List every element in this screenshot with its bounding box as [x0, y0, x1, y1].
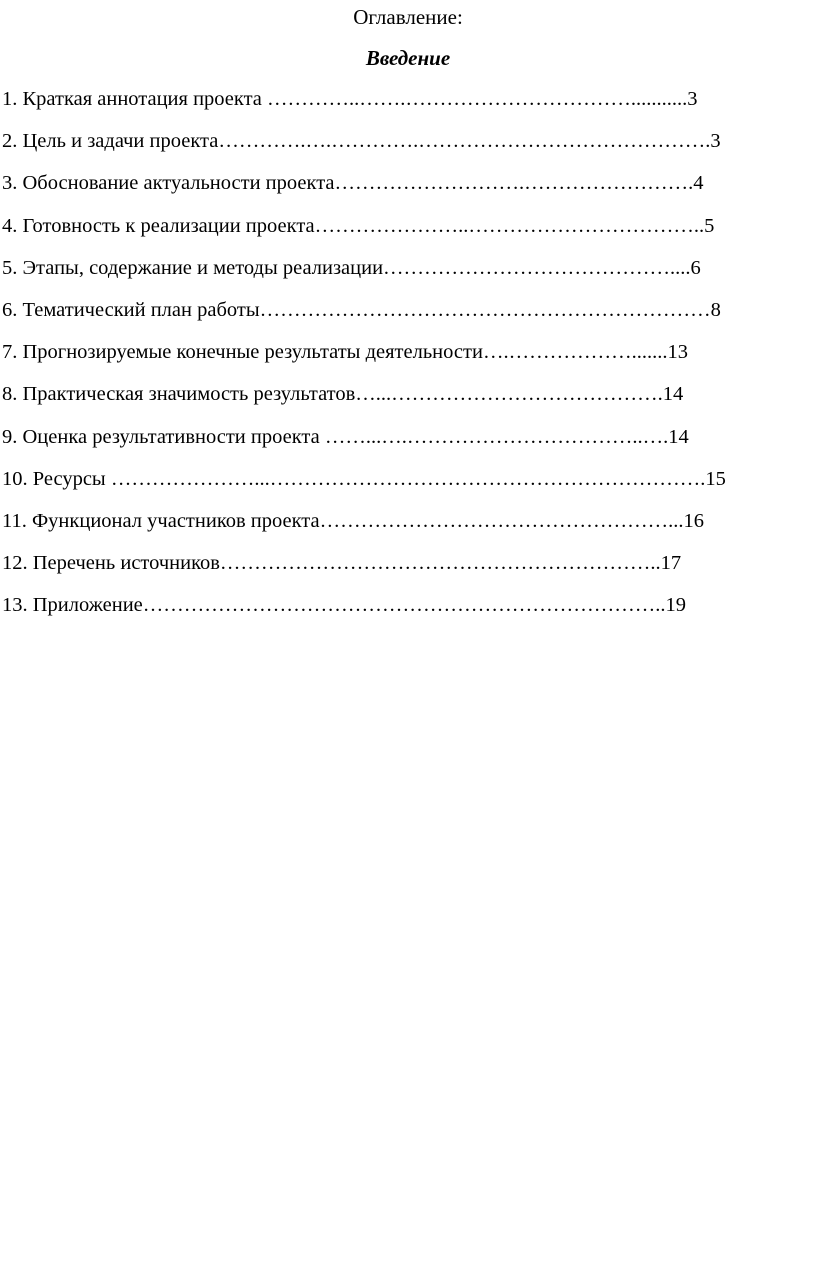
toc-entry-1: 1. Краткая аннотация проекта …………..…….……………………………...........3 [2, 88, 698, 110]
toc-subtitle: Введение [365, 46, 451, 70]
toc-entry-4: 4. Готовность к реализации проекта…………………..……………………………..5 [2, 214, 715, 237]
toc-entry-13: 13. Приложение…………………………………………………………………..19 [2, 594, 687, 617]
toc-list [2, 86, 814, 634]
toc-entry-6: 6. Тематический план работы…………………………………………………………8 [2, 298, 721, 321]
toc-title: Оглавление: [353, 5, 463, 29]
toc-entry-3: 3. Обоснование актуальности проекта……………………….…………………….4 [2, 172, 704, 195]
toc-entry-5: 5. Этапы, содержание и методы реализации……………………………………....6 [2, 256, 701, 279]
toc-entry-8: 8. Практическая значимость результатов…...………………………………….14 [2, 383, 684, 406]
toc-entry-7: 7. Прогнозируемые конечные результаты деятельности….……………….......13 [2, 341, 688, 364]
toc-entry-2: 2. Цель и задачи проекта………….….………….…………………………………….3 [2, 130, 721, 153]
toc-entry-11: 11. Функционал участников проекта……………………………………………...16 [2, 509, 704, 532]
toc-entry-10: 10. Ресурсы …………………...……………………………………………………….15 [2, 467, 726, 490]
toc-entry-9: 9. Оценка результативности проекта ……...….……………………………..….14 [2, 425, 689, 448]
toc-entry-12: 12. Перечень источников………………………………………………………..17 [2, 552, 682, 575]
